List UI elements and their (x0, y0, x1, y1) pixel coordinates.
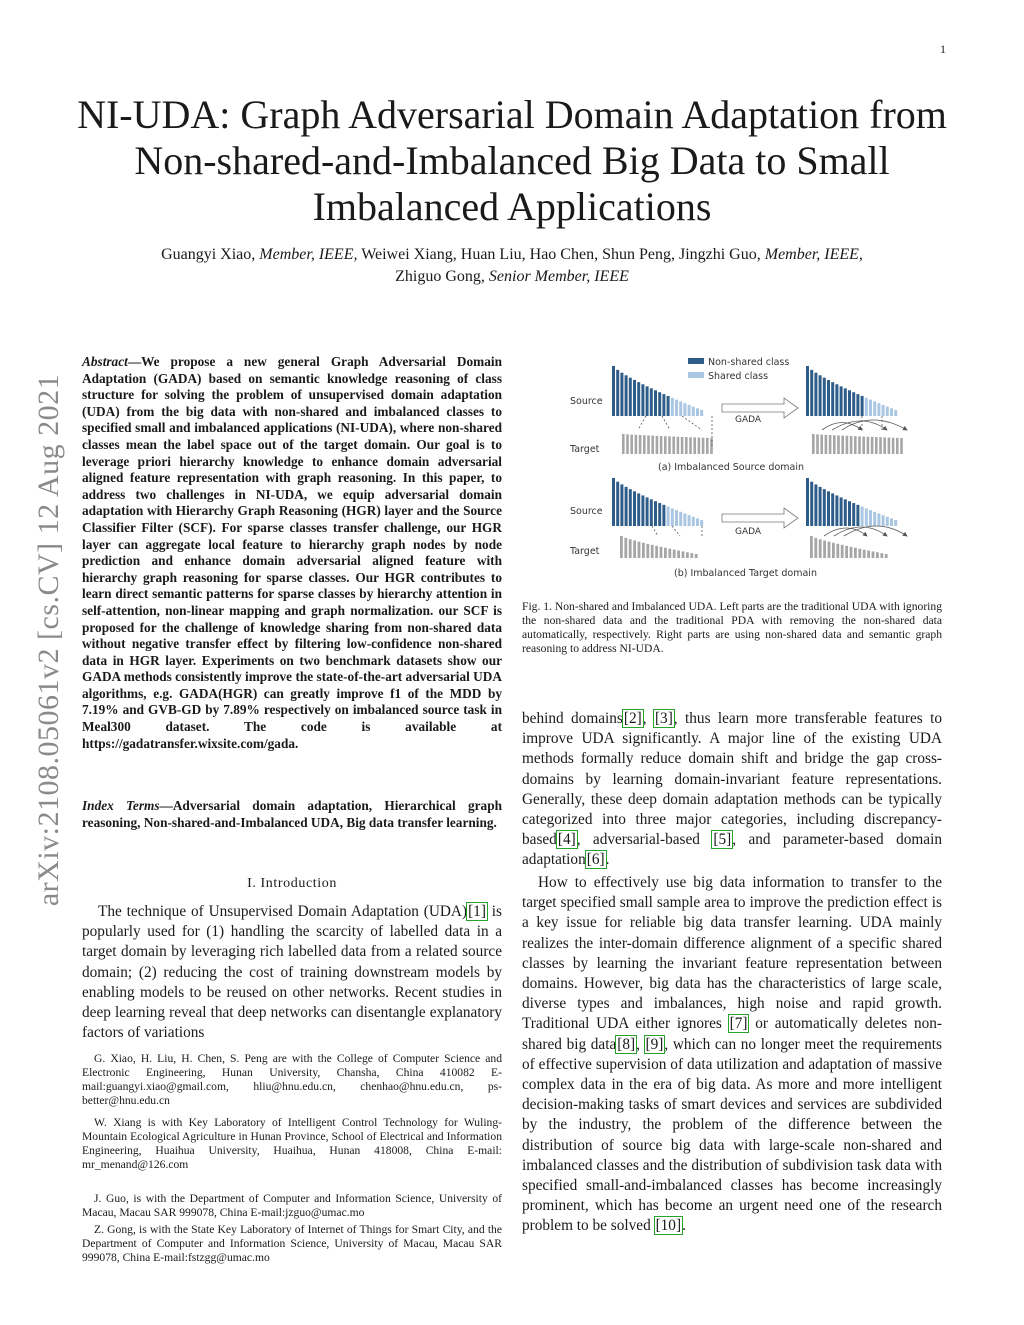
target-bar (638, 542, 641, 558)
source-bar (827, 380, 830, 416)
source-bar (819, 375, 822, 416)
target-bar (832, 543, 835, 558)
source-bar (683, 513, 686, 526)
source-bar (637, 493, 640, 526)
source-bar (671, 508, 674, 526)
bars-source-a-right (806, 366, 897, 416)
target-bar (690, 553, 693, 558)
bars-source-b-left (612, 478, 703, 526)
intro-text: The technique of Unsupervised Domain Adaptation (UDA) (98, 903, 468, 920)
source-bar (877, 513, 880, 526)
source-bar (620, 484, 623, 526)
source-bar (890, 518, 893, 526)
target-bar (677, 551, 680, 558)
index-terms-label: Index Terms (82, 798, 160, 813)
source-bar (675, 400, 678, 416)
citation-link[interactable]: [1] (468, 903, 486, 920)
authors-a: Guangyi Xiao, (161, 246, 256, 263)
target-bar (858, 549, 861, 558)
source-bar (671, 398, 674, 416)
target-bar (629, 539, 632, 558)
target-bar (812, 434, 815, 454)
target-bar (656, 436, 659, 454)
footnote: Z. Gong, is with the State Key Laboratory of Internet of Things for Smart City, and the Department of Computer and Information Science, University of Macau, Macau SAR 999078, China E-mail:fstzgg@umac.mo (82, 1223, 502, 1265)
target-bar (836, 544, 839, 558)
legend-nonshared-label: Non-shared class (708, 357, 790, 368)
source-bar (688, 405, 691, 416)
section-heading: I. Introduction (247, 876, 337, 891)
authors-b: Weiwei Xiang, Huan Liu, Hao Chen, Shun Peng, Jingzhi Guo, (361, 246, 761, 263)
source-bar (831, 382, 834, 416)
source-bar (692, 407, 695, 416)
target-bar (695, 554, 698, 558)
source-bar (835, 495, 838, 526)
target-bar (845, 546, 848, 558)
intro-text: is popularly used for (1) handling the scarcity of labelled data in a target domain by leveraging rich labelled data from a related source domain; (2) reducing the cost of training downstream models by enabling models to be reused on other networks. Recent studies in deep learning reveal that deep networks can disentangle explanatory factors of variations (82, 903, 502, 1042)
target-bar (872, 551, 875, 558)
target-bar (829, 435, 832, 454)
target-bar (626, 434, 629, 454)
citation-link[interactable]: [5] (713, 831, 732, 849)
role-2: Member, IEEE, (764, 246, 863, 263)
target-bar (854, 436, 857, 454)
author-line-2 (60, 266, 964, 288)
source-bar (852, 392, 855, 416)
paragraph-text: or automatically deletes non-shared big data (522, 1015, 942, 1053)
source-bar (810, 370, 813, 416)
source-bar (625, 375, 628, 416)
source-bar (675, 510, 678, 526)
source-bar (616, 370, 619, 416)
index-terms-text: —Adversarial domain adaptation, Hierarchical graph reasoning, Non-shared-and-Imbalanced UDA, Big data transfer learning. (82, 798, 502, 830)
paragraph (522, 709, 942, 871)
bars-target-b-right (810, 536, 888, 558)
source-bar (633, 491, 636, 526)
intro-paragraph (82, 902, 502, 1043)
target-bar (846, 436, 849, 454)
role-1: Member, IEEE, (259, 246, 358, 263)
figure-caption: Fig. 1. Non-shared and Imbalanced UDA. Left parts are the traditional UDA with ignoring the non-shared data and the traditional PDA with removing the non-shared data automatically, respectively. Right parts are using non-shared data and semantic graph reasoning to address NI-UDA. (522, 600, 942, 656)
target-bar (668, 436, 671, 454)
figure-1 (562, 350, 942, 584)
citation-link[interactable]: [10] (655, 1217, 682, 1235)
authors-c: Zhiguo Gong, (395, 268, 485, 285)
source-bar (827, 491, 830, 526)
source-bar (696, 518, 699, 526)
target-bar (685, 437, 688, 454)
target-bar (642, 543, 645, 558)
target-bar (677, 437, 680, 454)
target-bar (686, 552, 689, 558)
source-bar (637, 382, 640, 416)
source-bar (658, 392, 661, 416)
target-bar (837, 435, 840, 454)
target-bar (867, 551, 870, 558)
target-bar (850, 436, 853, 454)
footnote: W. Xiang is with Key Laboratory of Intelligent Control Technology for Wuling-Mountain Ecological Agriculture in Hunan Province, School of Electrical and Information Engineering, Huaihua University, Huaihua, Hunan 418008, China E-mail: mr_menand@126.com (82, 1116, 502, 1172)
footnote: G. Xiao, H. Liu, H. Chen, S. Peng are with the College of Computer Science and Electronic Engineering, Hunan University, Chansha, China 410082 E-mail:guangyi.xiao@gmail.com, hliu@hnu.edu.cn, chenhao@hnu.edu.cn, ps-better@hnu.edu.cn (82, 1052, 502, 1108)
paragraph-text: , (636, 1035, 645, 1053)
target-bar (862, 437, 865, 454)
source-bar (861, 507, 864, 526)
target-bar (867, 437, 870, 454)
target-bar (854, 548, 857, 558)
target-bar (630, 435, 633, 454)
target-bar (819, 539, 822, 558)
source-bar (646, 386, 649, 416)
target-bar (698, 438, 701, 454)
source-bar (856, 394, 859, 416)
gada-arrow-a (722, 398, 798, 425)
target-bar (643, 435, 646, 454)
target-bar (816, 434, 819, 454)
target-bar (646, 544, 649, 558)
source-bar (869, 510, 872, 526)
source-bar (814, 373, 817, 416)
target-bar (681, 437, 684, 454)
source-bar (679, 401, 682, 416)
source-label-a: Source (570, 396, 603, 407)
source-bar (861, 396, 864, 416)
source-bar (629, 489, 632, 526)
source-bar (700, 410, 703, 416)
source-bar (886, 407, 889, 416)
target-bar (664, 436, 667, 454)
bars-target-a-left (622, 434, 713, 454)
source-bar (633, 380, 636, 416)
source-bar (612, 366, 615, 416)
source-bar (882, 405, 885, 416)
target-bar (639, 435, 642, 454)
target-bar (863, 550, 866, 558)
source-bar (641, 495, 644, 526)
paragraph-text: , (642, 710, 654, 727)
target-bar (879, 437, 882, 454)
target-bar (633, 540, 636, 558)
source-bar (692, 517, 695, 526)
author-list (60, 244, 964, 288)
source-bar (688, 515, 691, 526)
target-bar (651, 545, 654, 558)
paragraph-text: . (682, 1217, 686, 1235)
target-bar (858, 436, 861, 454)
citation-link[interactable]: [7] (729, 1015, 748, 1033)
source-bar (886, 517, 889, 526)
paragraph-text: How to effectively use big data information to transfer to the target specified small sample area to improve the prediction effect is a key issue for reliable big data transfer learning. UDA mainly realizes the inter-domain difference alignment of a specific shared classes by learning the invariant feature representation between domains. However, big data has the characteristics of large scale, diverse types and imbalances, high noise and rapid growth. Traditional UDA either ignores (522, 874, 942, 1033)
arxiv-identifier: arXiv:2108.05061v2 [cs.CV] 12 Aug 2021 (32, 373, 65, 907)
citation-link[interactable]: [9] (645, 1035, 664, 1053)
source-bar (806, 478, 809, 526)
source-bar (819, 487, 822, 526)
bars-target-b-left (620, 536, 698, 558)
abstract-label: Abstract (82, 354, 128, 369)
target-bar (672, 437, 675, 454)
source-bar (654, 501, 657, 526)
source-bar (831, 493, 834, 526)
subfigure-b-label: (b) Imbalanced Target domain (674, 568, 817, 579)
target-bar (635, 435, 638, 454)
source-bar (848, 501, 851, 526)
source-bar (641, 384, 644, 416)
target-bar (664, 548, 667, 558)
paragraph (522, 873, 942, 1237)
source-bar (840, 386, 843, 416)
target-bar (871, 437, 874, 454)
source-bar (894, 520, 897, 526)
source-bar (835, 384, 838, 416)
target-bar (693, 437, 696, 454)
source-bar (814, 484, 817, 526)
target-bar (828, 542, 831, 558)
source-bar (696, 408, 699, 416)
source-bar (667, 396, 670, 416)
legend-shared-swatch (688, 372, 704, 378)
target-bar (896, 438, 899, 454)
source-bar (873, 512, 876, 526)
source-bar (620, 373, 623, 416)
abstract (82, 354, 502, 752)
target-bar (841, 436, 844, 454)
target-bar (660, 436, 663, 454)
author-line-1 (60, 244, 964, 266)
target-bar (825, 435, 828, 454)
source-bar (873, 401, 876, 416)
source-bar (646, 497, 649, 526)
target-bar (814, 538, 817, 558)
target-bar (885, 554, 888, 558)
target-bar (833, 435, 836, 454)
source-bar (679, 512, 682, 526)
target-bar (888, 438, 891, 454)
citation-link[interactable]: [2] (623, 710, 642, 727)
paragraph-text: , and parameter-based domain adaptation (522, 831, 942, 869)
gada-label-b: GADA (735, 527, 762, 537)
target-label-a: Target (570, 444, 600, 455)
citation-link[interactable]: [3] (654, 710, 673, 727)
target-label-b: Target (570, 546, 600, 557)
source-bar (806, 366, 809, 416)
paragraph-text: , thus learn more transferable features to improve UDA significantly. A major line of the existing UDA methods formally reduce domain shift and bridge the gap cross-domains by learning domain-invariant feature representations. Generally, these deep domain adaptation methods can be typically categorized into three major categories, including discrepancy-based (522, 710, 942, 849)
source-bar (844, 388, 847, 416)
source-bar (848, 390, 851, 416)
footnote: J. Guo, is with the Department of Computer and Information Science, University of Macau, Macau SAR 999078, China E-mail:jzguo@umac.mo (82, 1192, 502, 1220)
source-bar (650, 388, 653, 416)
source-bar (823, 489, 826, 526)
bars-target-a-right (812, 434, 903, 454)
target-bar (850, 547, 853, 558)
source-bar (840, 497, 843, 526)
source-bar (700, 520, 703, 526)
source-bar (890, 408, 893, 416)
citation-link[interactable]: [4] (557, 831, 576, 849)
target-bar (622, 434, 625, 454)
source-bar (865, 398, 868, 416)
alignment-lines-b (652, 526, 907, 536)
citation-link[interactable]: [8] (617, 1035, 636, 1053)
paragraph-text: behind domains (522, 710, 623, 727)
target-bar (702, 438, 705, 454)
paragraph-text: . (605, 851, 610, 869)
index-terms (82, 798, 502, 831)
target-bar (810, 536, 813, 558)
target-bar (880, 553, 883, 558)
paragraph-text: , which can no longer meet the requirements of effective supervision of data utilization and adaptation of massive complex data in the era of big data. As more and more intelligent decision-making tasks of smart devices and services are subdivided by the industry, the problem of the difference between the distribution of source big data with large-scale non-shared and imbalanced classes and the distribution of subdivision task data with specified small-and-imbalanced classes has become increasingly prominent, which has become an urgent need one of the research problem to be solved (522, 1035, 942, 1235)
source-bar (650, 499, 653, 526)
source-bar (823, 378, 826, 416)
source-bar (612, 478, 615, 526)
source-bar (629, 378, 632, 416)
source-bar (844, 499, 847, 526)
target-bar (673, 550, 676, 558)
target-bar (647, 435, 650, 454)
target-bar (710, 438, 713, 454)
source-bar (662, 505, 665, 526)
target-bar (875, 437, 878, 454)
target-bar (900, 438, 903, 454)
source-bar (877, 403, 880, 416)
legend-nonshared-swatch (688, 358, 704, 364)
target-bar (655, 546, 658, 558)
paragraph-text: , adversarial-based (576, 831, 713, 849)
source-bar (810, 482, 813, 526)
source-bar (625, 487, 628, 526)
source-bar (662, 394, 665, 416)
target-bar (883, 437, 886, 454)
source-bar (683, 403, 686, 416)
source-bar (894, 410, 897, 416)
source-bar (616, 482, 619, 526)
target-bar (620, 536, 623, 558)
subfigure-a-label: (a) Imbalanced Source domain (658, 462, 804, 473)
target-bar (706, 438, 709, 454)
source-bar (869, 400, 872, 416)
source-bar (658, 503, 661, 526)
paper-title: NI-UDA: Graph Adversarial Domain Adaptation from Non-shared-and-Imbalanced Big Data to Small Imbalanced Applications (77, 92, 947, 229)
target-bar (624, 538, 627, 558)
target-bar (689, 437, 692, 454)
source-bar (852, 503, 855, 526)
target-bar (876, 552, 879, 558)
source-bar (654, 390, 657, 416)
target-bar (892, 438, 895, 454)
abstract-text: —We propose a new general Graph Adversarial Domain Adaptation (GADA) based on semantic knowledge reasoning of class structure for solving the problem of unsupervised domain adaptation (UDA) from the big data with non-shared and imbalanced classes to specified small and imbalanced applications (NI-UDA), where non-shared classes mean the label space out of the target domain. Our goal is to leverage priori hierarchy knowledge to enhance domain adversarial aligned feature representation with graph reasoning. In this paper, to address two challenges in NI-UDA, we equip adversarial domain adaptation with Hierarchy Graph Reasoning (HGR) layer and the Source Classifier Filter (SCF). For sparse classes transfer challenge, our HGR layer can aggregate local feature to hierarchy graph nodes by node prediction and enhance domain adversarial aligned feature with hierarchy graph reasoning for sparse classes. Our HGR contributes to learn direct semantic patterns for sparse classes by hierarchy attention in self-attention, non-linear mapping and graph normalization. our SCF is proposed for the challenge of knowledge sharing from non-shared data without negative transfer effect by filtering low-confidence non-shared data in HGR layer. Experiments on two benchmark datasets show our GADA methods consistently improve the state-of-the-art adversarial UDA algorithms, e.g. GADA(HGR) can greatly improve f1 of the MDD by 7.19% and GVB-GD by 7.89% respectively on imbalanced source task in Meal300 dataset. The code is available at https://gadatransfer.wixsite.com/gada. (82, 354, 502, 751)
target-bar (823, 540, 826, 558)
target-bar (668, 549, 671, 558)
source-bar (882, 515, 885, 526)
source-bar (856, 505, 859, 526)
target-bar (682, 551, 685, 558)
gada-arrow-b (722, 508, 798, 537)
source-label-b: Source (570, 506, 603, 517)
role-3: Senior Member, IEEE (488, 268, 629, 285)
legend-shared-label: Shared class (708, 371, 769, 382)
target-bar (660, 547, 663, 558)
source-bar (667, 507, 670, 526)
gada-label-a: GADA (735, 415, 762, 425)
bars-source-b-right (806, 478, 897, 526)
target-bar (841, 545, 844, 558)
citation-link[interactable]: [6] (586, 851, 605, 869)
page-number: 1 (940, 42, 946, 56)
target-bar (651, 436, 654, 454)
source-bar (865, 508, 868, 526)
target-bar (820, 435, 823, 454)
